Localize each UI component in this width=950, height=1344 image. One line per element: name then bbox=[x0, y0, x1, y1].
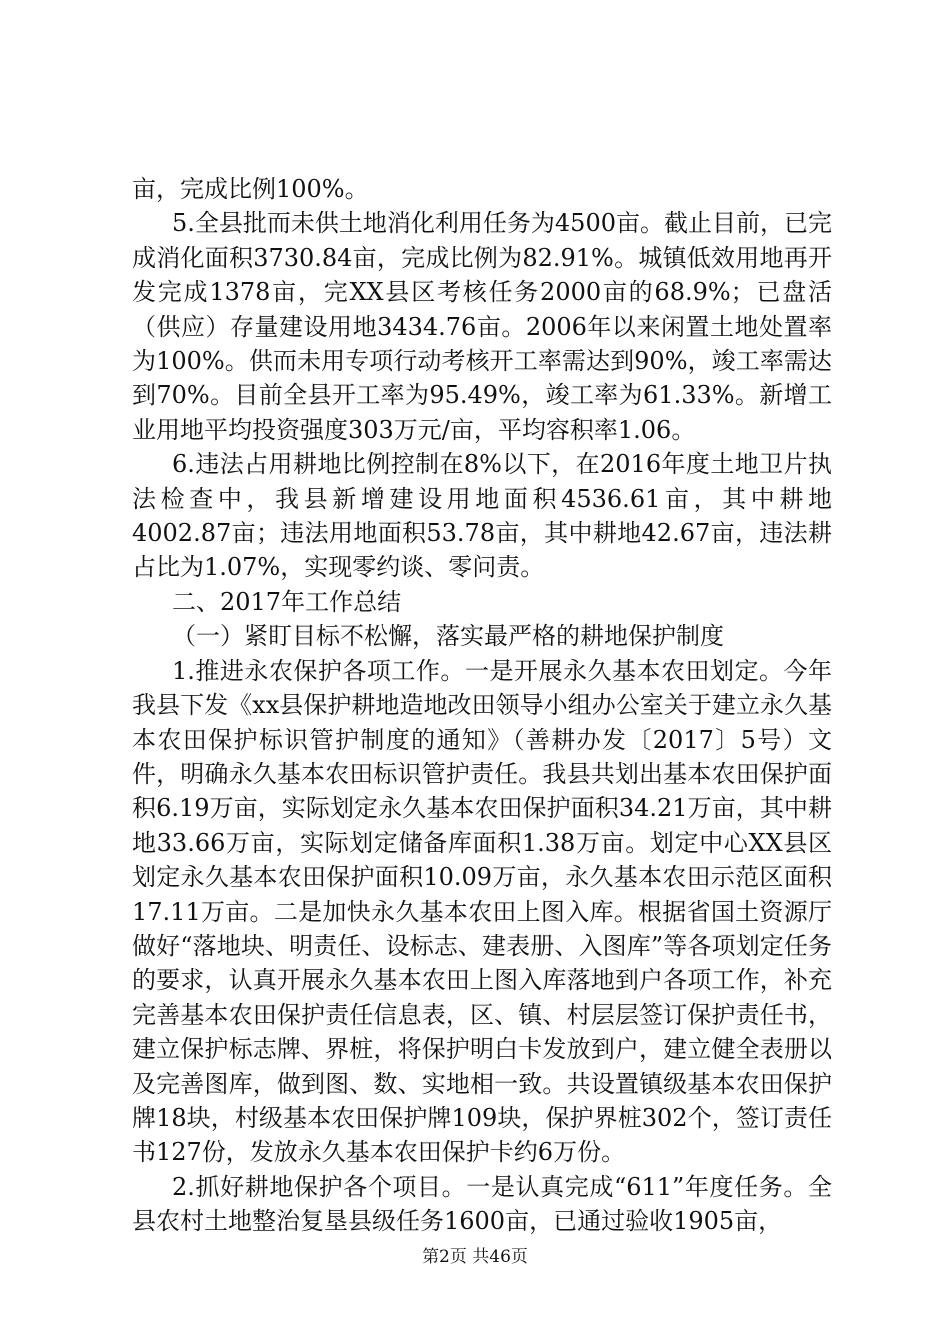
section-heading-2017-summary: 二、2017年工作总结 bbox=[172, 587, 402, 616]
paragraph-item-6: 6.违法占用耕地比例控制在8%以下，在2016年度土地卫片执法检查中，我县新增建设用地面积4536.61亩，其中耕地4002.87亩；违法用地面积53.78亩，其中耕地42.67亩，违法耕占比为1.07%，实现零约谈、零问责。 bbox=[132, 450, 832, 582]
paragraph-continuation: 亩，完成比例100%。 bbox=[132, 175, 369, 203]
paragraph-item-1-permanent-farmland: 1.推进永农保护各项工作。一是开展永久基本农田划定。今年我县下发《xx县保护耕地造地改田领导小组办公室关于建立永久基本农田保护标识管护制度的通知》（善耕办发〔2017〕5号）文件，明确永久基本农田标识管护责任。我县共划出基本农田保护面积6.19万亩，实际划定永久基本农田保护面积34.21万亩，其中耕地33.66万亩，实际划定储备库面积1.38万亩。划定中心XX县区划定永久基本农田保护面积10.09万亩，永久基本农田示范区面积17.11万亩。二是加快永久基本农田上图入库。根据省国土资源厅做好“落地块、明责任、设标志、建表册、入图库”等各项划定任务的要求，认真开展永久基本农田上图入库落地到户各项工作，补充完善基本农田保护责任信息表，区、镇、村层层签订保护责任书，建立保护标志牌、界桩，将保护明白卡发放到户，建立健全表册以及完善图库，做到图、数、实地相一致。共设置镇级基本农田保护牌18块，村级基本农田保护牌109块，保护界桩302个，签订责任书127份，发放永久基本农田保护卡约6万份。 bbox=[132, 656, 832, 1167]
paragraph-item-2-farmland-projects: 2.抓好耕地保护各个项目。一是认真完成“611”年度任务。全县农村土地整治复垦县级任务1600亩，已通过验收1905亩， bbox=[132, 1172, 832, 1236]
document-body bbox=[132, 172, 832, 1239]
subsection-heading-farmland-protection: （一）紧盯目标不松懈，落实最严格的耕地保护制度 bbox=[172, 622, 724, 651]
paragraph-item-5: 5.全县批而未供土地消化利用任务为4500亩。截止目前，已完成消化面积3730.84亩，完成比例为82.91%。城镇低效用地再开发完成1378亩，完XX县区考核任务2000亩的68.9%；已盘活（供应）存量建设用地3434.76亩。2006年以来闲置土地处置率为100%。供而未用专项行动考核开工率需达到90%，竣工率需达到70%。目前全县开工率为95.49%，竣工率为61.33%。新增工业用地平均投资强度303万元/亩，平均容积率1.06。 bbox=[132, 209, 832, 444]
page-footer: 第2页 共46页 bbox=[422, 1247, 528, 1267]
